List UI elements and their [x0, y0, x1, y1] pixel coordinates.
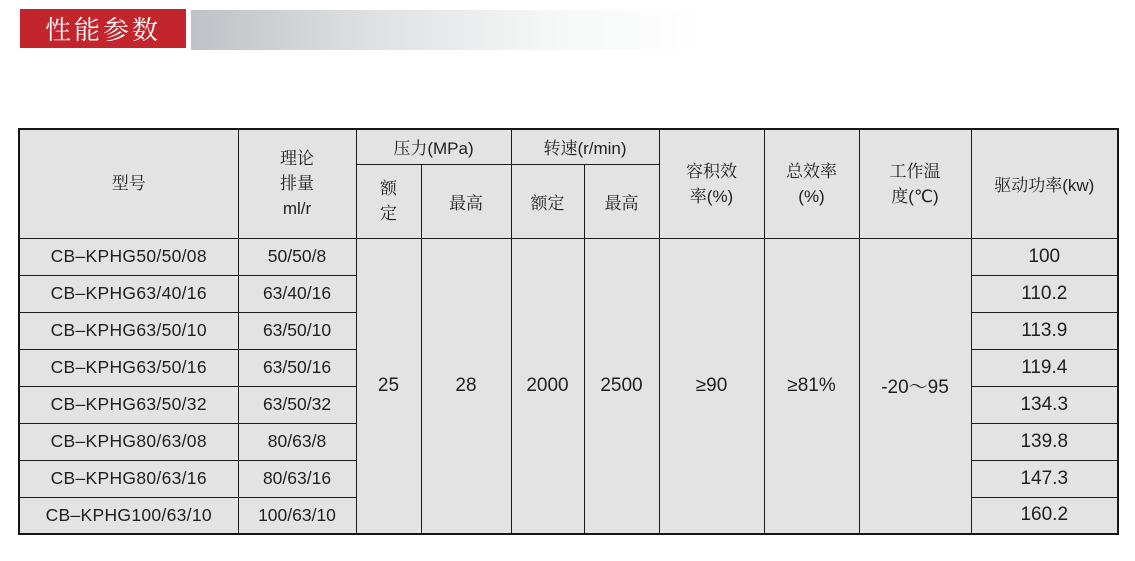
model-cell: CB–KPHG63/50/16	[19, 349, 238, 386]
power-cell: 100	[971, 238, 1118, 275]
speed-rated-value: 2000	[511, 238, 584, 534]
col-header-speed-max: 最高	[584, 164, 659, 238]
pressure-rated-value: 25	[356, 238, 421, 534]
col-header-speed-group: 转速(r/min)	[511, 129, 659, 164]
displacement-cell: 80/63/8	[238, 423, 356, 460]
model-cell: CB–KPHG50/50/08	[19, 238, 238, 275]
displacement-cell: 63/50/32	[238, 386, 356, 423]
section-title-badge	[20, 9, 186, 48]
working-temperature-value: -20～95	[859, 238, 971, 534]
power-cell: 134.3	[971, 386, 1118, 423]
displacement-cell: 100/63/10	[238, 497, 356, 534]
title-gradient-bar	[191, 10, 1122, 50]
power-cell: 113.9	[971, 312, 1118, 349]
model-cell: CB–KPHG100/63/10	[19, 497, 238, 534]
volumetric-efficiency-value: ≥90	[659, 238, 764, 534]
model-cell: CB–KPHG63/40/16	[19, 275, 238, 312]
displacement-cell: 80/63/16	[238, 460, 356, 497]
col-header-model: 型号	[19, 129, 238, 238]
performance-parameters-table	[18, 128, 1119, 535]
power-cell: 110.2	[971, 275, 1118, 312]
col-header-pressure-max: 最高	[421, 164, 511, 238]
model-cell: CB–KPHG63/50/32	[19, 386, 238, 423]
model-cell: CB–KPHG80/63/16	[19, 460, 238, 497]
col-header-pressure-group: 压力(MPa)	[356, 129, 511, 164]
power-cell: 119.4	[971, 349, 1118, 386]
displacement-cell: 50/50/8	[238, 238, 356, 275]
col-header-displacement: 理论 排量 ml/r	[238, 129, 356, 238]
col-header-total-efficiency: 总效率 (%)	[764, 129, 859, 238]
total-efficiency-value: ≥81%	[764, 238, 859, 534]
section-title-text: 性能参数	[44, 15, 161, 45]
col-header-volumetric-efficiency: 容积效 率(%)	[659, 129, 764, 238]
col-header-working-temperature: 工作温 度(℃)	[859, 129, 971, 238]
header-row-groups	[19, 129, 1118, 164]
displacement-cell: 63/50/16	[238, 349, 356, 386]
speed-max-value: 2500	[584, 238, 659, 534]
table-row	[19, 238, 1118, 275]
displacement-cell: 63/40/16	[238, 275, 356, 312]
col-header-drive-power: 驱动功率(kw)	[971, 129, 1118, 238]
power-cell: 160.2	[971, 497, 1118, 534]
displacement-cell: 63/50/10	[238, 312, 356, 349]
col-header-pressure-rated: 额 定	[356, 164, 421, 238]
pressure-max-value: 28	[421, 238, 511, 534]
power-cell: 147.3	[971, 460, 1118, 497]
model-cell: CB–KPHG80/63/08	[19, 423, 238, 460]
model-cell: CB–KPHG63/50/10	[19, 312, 238, 349]
col-header-speed-rated: 额定	[511, 164, 584, 238]
power-cell: 139.8	[971, 423, 1118, 460]
